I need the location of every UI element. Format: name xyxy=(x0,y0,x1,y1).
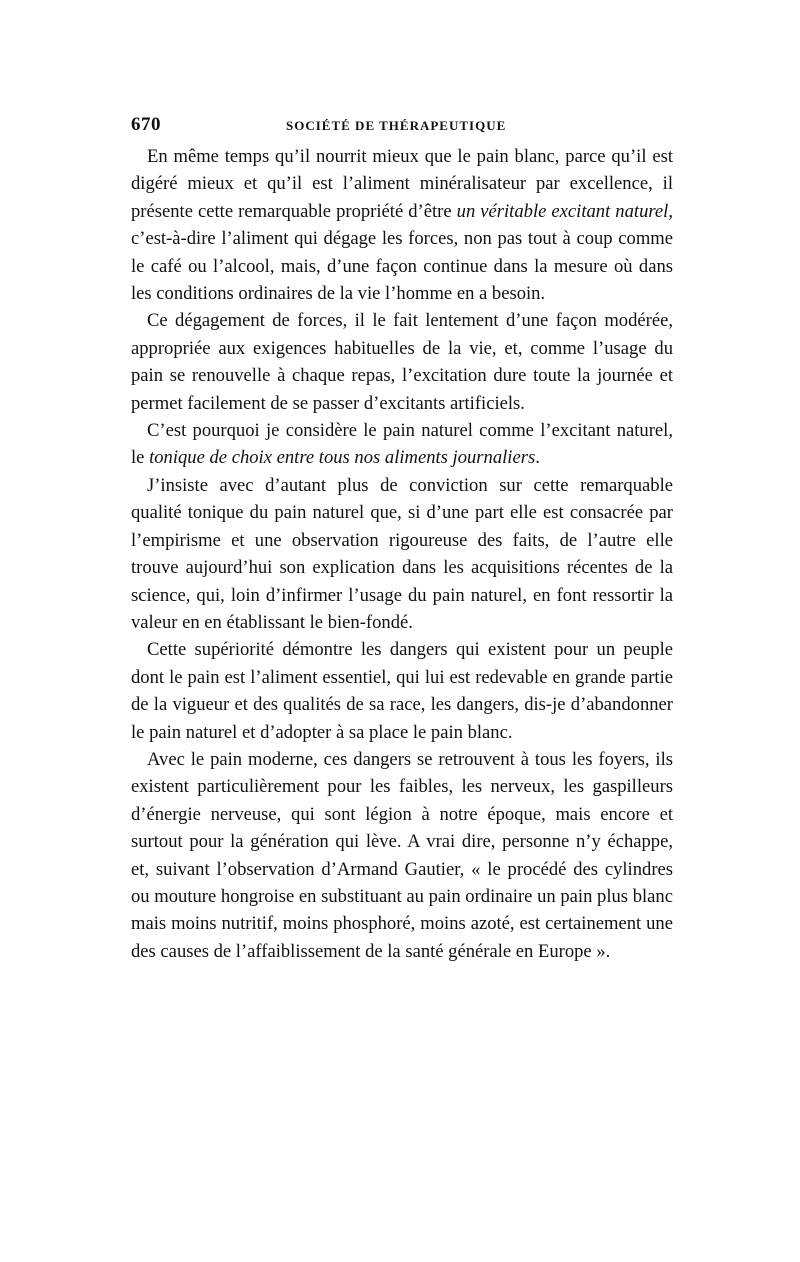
paragraph-1 xyxy=(131,143,673,307)
paragraph-1-italic-phrase: un véritable excitant naturel xyxy=(456,200,669,222)
running-head xyxy=(131,106,673,140)
paragraph-1-text-end: , c’est-à-dire l’aliment qui dégage les forces, non pas tout à coup comme le café ou l’alcool, mais, d’une façon continue dans la mesure où dans les conditions ordinaires de la vie l’homme en a besoin. xyxy=(131,200,673,305)
paragraph-3-text-end: . xyxy=(535,447,540,469)
running-title: SOCIÉTÉ DE THÉRAPEUTIQUE xyxy=(286,118,507,133)
paragraph-2: Ce dégagement de forces, il le fait lentement d’une façon modérée, appropriée aux exigences habituelles de la vie, et, comme l’usage du pain se renouvelle à chaque repas, l’excitation dure toute la journée et permet facilement de se passer d’excitants artificiels. xyxy=(131,310,673,414)
paragraph-3-text-start: C’est pourquoi je considère le pain naturel comme l’excitant naturel, le xyxy=(131,420,673,469)
paragraph-5: Cette supériorité démontre les dangers qui existent pour un peuple dont le pain est l’aliment essentiel, qui lui est redevable en grande partie de la vigueur et des qualités de sa race, les dangers, dis-je d’abandonner le pain naturel et d’adopter à sa place le pain blanc. xyxy=(131,639,673,743)
paragraph-3-italic-phrase: tonique de choix entre tous nos aliments journaliers xyxy=(149,447,536,469)
body-text xyxy=(131,143,673,965)
paragraph-6: Avec le pain moderne, ces dangers se retrouvent à tous les foyers, ils existent particulièrement pour les faibles, les nerveux, les gaspilleurs d’énergie nerveuse, qui sont légion à notre époque, mais encore et surtout pour la génération qui lève. A vrai dire, personne n’y échappe, et, suivant l’observation d’Armand Gautier, « le procédé des cylindres ou mouture hongroise en substituant au pain ordinaire un pain plus blanc mais moins nutritif, moins phosphoré, moins azoté, est certainement une des causes de l’affaiblissement de la santé générale en Europe ». xyxy=(131,748,673,962)
paragraph-3 xyxy=(131,417,673,472)
page-number: 670 xyxy=(131,114,161,135)
book-page xyxy=(131,106,673,965)
paragraph-1-text-start: En même temps qu’il nourrit mieux que le pain blanc, parce qu’il est digéré mieux et qu’il est l’aliment minéralisateur par excellence, il présente cette remarquable propriété d’être xyxy=(131,146,673,222)
paragraph-4: J’insiste avec d’autant plus de conviction sur cette remarquable qualité tonique du pain naturel que, si d’une part elle est consacrée par l’empirisme et une observation rigoureuse des faits, de l’autre elle trouve aujourd’hui son explication dans les acquisitions récentes de la science, qui, loin d’infirmer l’usage du pain naturel, en font ressortir la valeur en en établissant le bien-fondé. xyxy=(131,474,673,633)
